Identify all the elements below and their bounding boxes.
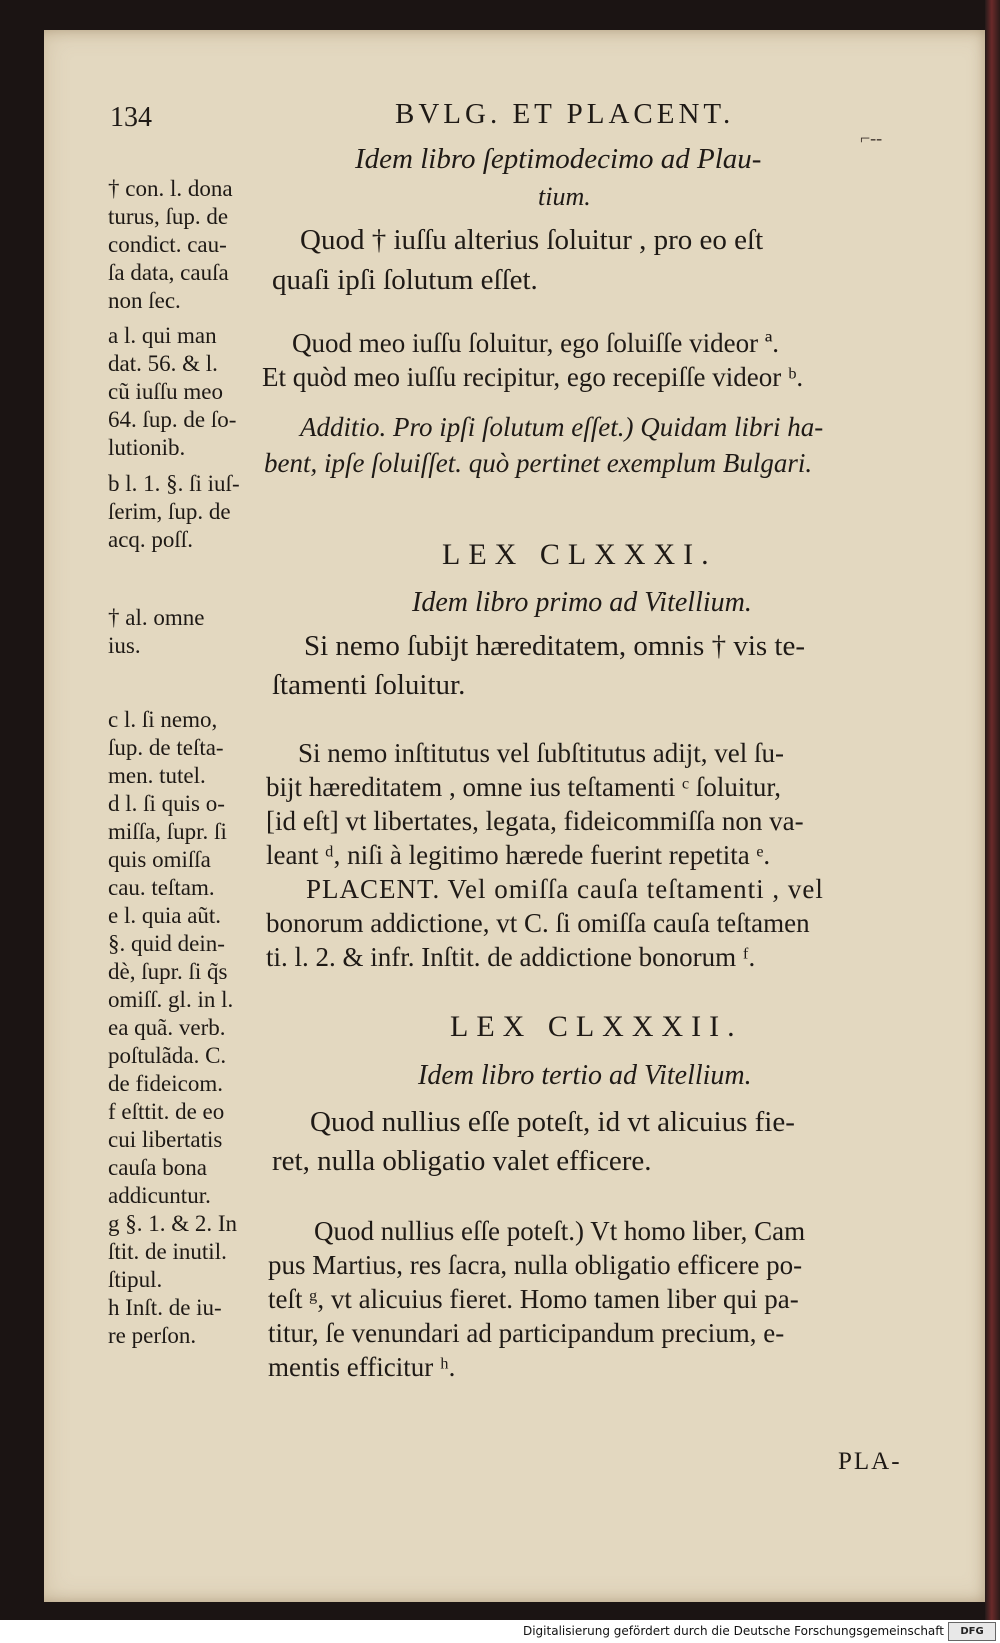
section1-text-line1: Quod † iuſſu alterius ſoluitur , pro eo eſt xyxy=(300,224,764,256)
margin-note-line: §. quid dein- xyxy=(108,931,225,956)
margin-note-line: miſſa, ſupr. ſi xyxy=(108,819,227,844)
margin-note-line: a l. qui man xyxy=(108,323,217,348)
section2-heading: Idem libro primo ad Vitellium. xyxy=(412,587,752,618)
margin-note-line: cui libertatis xyxy=(108,1127,223,1152)
section3-text-line2: ret, nulla obligatio valet efficere. xyxy=(272,1145,652,1177)
section2-gloss-line4: leant ᵈ, niſi à legitimo hærede fuerint repetita ᵉ. xyxy=(266,840,771,870)
margin-note-line: dè, ſupr. ſi q̃s xyxy=(108,959,228,984)
section3-text-line1: Quod nullius eſſe poteſt, id vt alicuius fie- xyxy=(310,1106,795,1138)
margin-note-line: ea quã. verb. xyxy=(108,1015,226,1040)
section1-gloss-line2: Et quòd meo iuſſu recipitur, ego recepiſſe videor ᵇ. xyxy=(262,362,804,392)
ornament-mark: ⌐‐‐ xyxy=(860,128,883,148)
section1-heading-line1: Idem libro ſeptimodecimo ad Plau- xyxy=(355,143,762,175)
catchword: PLA- xyxy=(838,1448,902,1475)
margin-note-line: b l. 1. §. ſi iuſ- xyxy=(108,471,240,496)
book-edge xyxy=(985,0,1000,1643)
margin-note-line: f eſttit. de eo xyxy=(108,1099,225,1124)
margin-note-line: c l. ſi nemo, xyxy=(108,707,218,732)
margin-note-line: condict. cau- xyxy=(108,232,227,257)
section1-additio-line2: bent, ipſe ſoluiſſet. quò pertinet exemplum Bulgari. xyxy=(264,448,813,478)
section1-heading-line2: tium. xyxy=(538,182,591,211)
section3-gloss-line4: titur, ſe venundari ad participandum precium, e- xyxy=(268,1318,785,1348)
margin-note-line: poſtulãda. C. xyxy=(108,1043,227,1068)
margin-note-line: quis omiſſa xyxy=(108,847,211,872)
margin-note-line: † con. l. dona xyxy=(108,176,233,201)
footer-credit: Digitalisierung gefördert durch die Deutsche Forschungsgemeinschaft xyxy=(522,1624,944,1638)
section1-text-line2: quaſi ipſi ſolutum eſſet. xyxy=(272,264,538,296)
margin-note-line: ſerim, ſup. de xyxy=(108,499,231,524)
margin-note-line: † al. omne xyxy=(108,605,205,630)
margin-note-line: turus, ſup. de xyxy=(108,204,229,229)
margin-note-line: e l. quia aũt. xyxy=(108,903,222,928)
margin-note-line: 64. ſup. de ſo- xyxy=(108,407,237,432)
section3-gloss-line1: Quod nullius eſſe poteſt.) Vt homo liber, Cam xyxy=(314,1216,806,1246)
section2-gloss-line3: [id eſt] vt libertates, legata, fideicommiſſa non va- xyxy=(266,806,804,836)
margin-note-line: g §. 1. & 2. In xyxy=(108,1211,238,1236)
margin-note-line: lutionib. xyxy=(108,435,186,460)
running-head: BVLG. ET PLACENT. xyxy=(395,98,735,130)
section2-gloss-line2: bijt hæreditatem , omne ius teſtamenti ᶜ ſoluitur, xyxy=(266,772,781,802)
margin-note-line: omiſſ. gl. in l. xyxy=(108,987,234,1012)
margin-note-line: cauſa bona xyxy=(108,1155,207,1180)
section1-additio-line1: Additio. Pro ipſi ſolutum eſſet.) Quidam libri ha- xyxy=(300,412,824,442)
dfg-logo-icon: DFG xyxy=(948,1622,996,1641)
section2-text-line2: ſtamenti ſoluitur. xyxy=(272,669,466,701)
margin-note-line: ſtipul. xyxy=(108,1267,163,1292)
margin-note-line: dat. 56. & l. xyxy=(108,351,218,376)
margin-note-line: cũ iuſſu meo xyxy=(108,379,223,404)
page-number: 134 xyxy=(110,102,152,133)
section2-gloss-line7: ti. l. 2. & infr. Inſtit. de addictione bonorum ᶠ. xyxy=(266,942,756,972)
margin-note-line: h Inſt. de iu- xyxy=(108,1295,222,1320)
margin-note-line: men. tutel. xyxy=(108,763,206,788)
section3-gloss-line2: pus Martius, res ſacra, nulla obligatio efficere po- xyxy=(268,1250,803,1280)
margin-note-line: addicuntur. xyxy=(108,1183,211,1208)
margin-note-line: ſa data, cauſa xyxy=(108,260,229,285)
margin-note-line: acq. poſſ. xyxy=(108,527,193,552)
section3-heading: Idem libro tertio ad Vitellium. xyxy=(418,1060,752,1091)
section2-lex-title: LEX CLXXXI. xyxy=(442,538,717,571)
margin-note-line: d l. ſi quis o- xyxy=(108,791,225,816)
margin-note-line: non ſec. xyxy=(108,288,181,313)
margin-note-line: ſup. de teſta- xyxy=(108,735,224,760)
section2-gloss-line6: bonorum addictione, vt C. ſi omiſſa cauſa teſtamen xyxy=(266,908,810,938)
section3-gloss-line3: teſt ᵍ, vt alicuius fieret. Homo tamen liber qui pa- xyxy=(268,1284,799,1314)
margin-note-line: re perſon. xyxy=(108,1323,197,1348)
section2-gloss-line1: Si nemo inſtitutus vel ſubſtitutus adijt, vel ſu- xyxy=(298,738,784,768)
margin-note-line: ſtit. de inutil. xyxy=(108,1239,227,1264)
section3-gloss-line5: mentis efficitur ʰ. xyxy=(268,1352,456,1382)
section2-gloss-line5: PLACENT. Vel omiſſa cauſa teſtamenti , vel xyxy=(306,874,824,904)
margin-note-line: de fideicom. xyxy=(108,1071,223,1096)
section1-gloss-line1: Quod meo iuſſu ſoluitur, ego ſoluiſſe videor ª. xyxy=(292,328,780,358)
section3-lex-title: LEX CLXXXII. xyxy=(450,1010,743,1043)
margin-note-line: cau. teſtam. xyxy=(108,875,215,900)
margin-note-line: ius. xyxy=(108,633,141,658)
section2-text-line1: Si nemo ſubijt hæreditatem, omnis † vis te- xyxy=(304,630,806,662)
